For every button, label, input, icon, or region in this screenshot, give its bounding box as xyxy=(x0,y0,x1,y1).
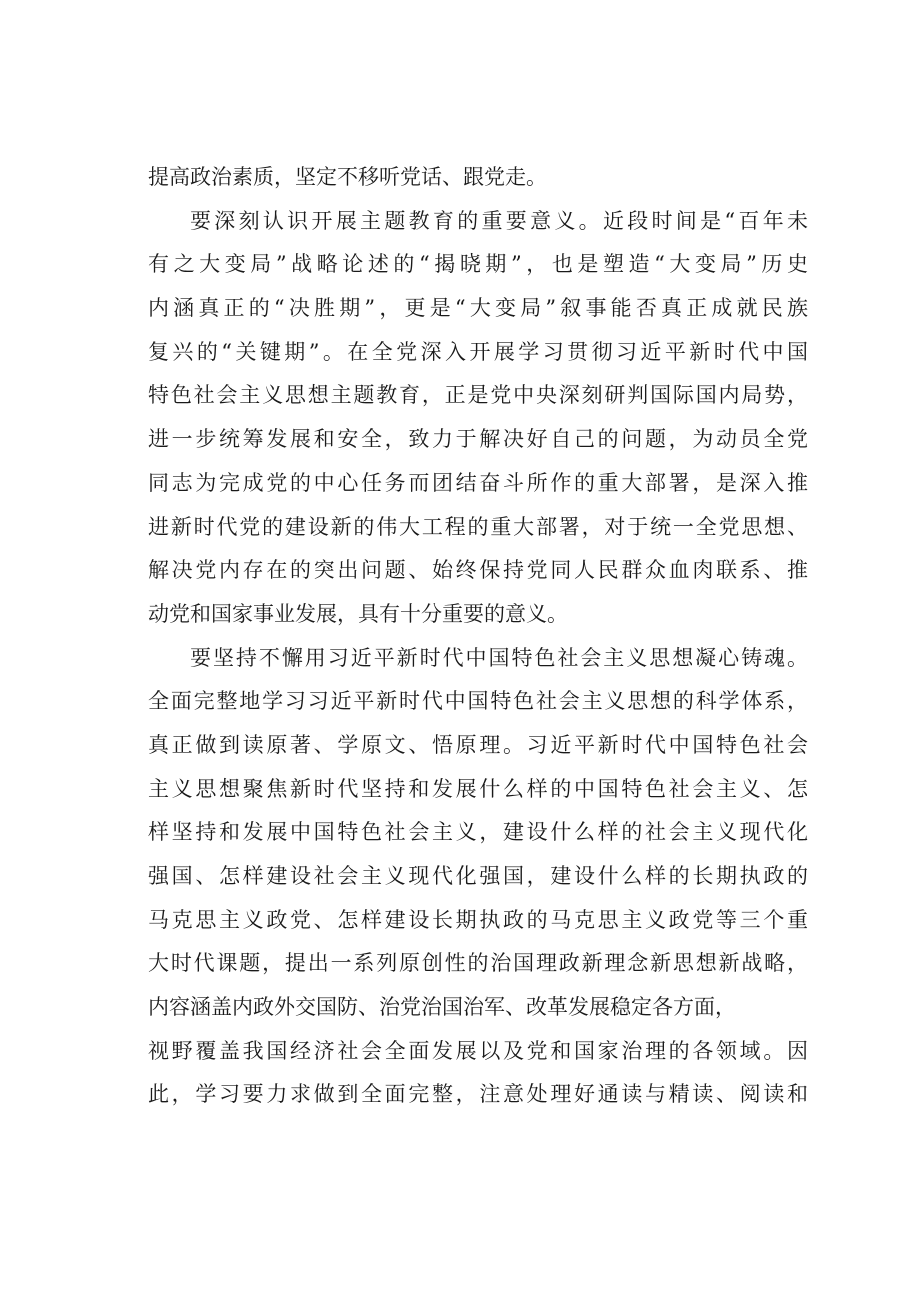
text-line: 视野覆盖我国经济社会全面发展以及党和国家治理的各领域。因 xyxy=(148,1038,808,1063)
text-line: 复兴的“关键期”。在全党深入开展学习贯彻习近平新时代中国 xyxy=(148,339,808,364)
text-line: 内涵真正的“决胜期”，更是“大变局”叙事能否真正成就民族 xyxy=(148,296,808,321)
text-line: 马克思主义政党、怎样建设长期执政的马克思主义政党等三个重 xyxy=(148,907,808,932)
text-line: 有之大变局”战略论述的“揭晓期”，也是塑造“大变局”历史 xyxy=(148,252,808,277)
text-line: 进新时代党的建设新的伟大工程的重大部署，对于统一全党思想、 xyxy=(148,514,808,539)
text-line: 提高政治素质，坚定不移听党话、跟党走。 xyxy=(148,165,547,189)
text-line: 动党和国家事业发展，具有十分重要的意义。 xyxy=(148,601,568,626)
paragraph xyxy=(148,200,808,637)
text-line: 同志为完成党的中心任务而团结奋斗所作的重大部署，是深入推 xyxy=(148,470,808,495)
text-line: 全面完整地学习习近平新时代中国特色社会主义思想的科学体系， xyxy=(148,689,808,714)
text-line: 强国、怎样建设社会主义现代化强国，建设什么样的长期执政的 xyxy=(148,864,808,888)
paragraph xyxy=(148,637,808,1118)
text-line: 大时代课题，提出一系列原创性的治国理政新理念新思想新战略， xyxy=(148,951,808,976)
text-line: 要深刻认识开展主题教育的重要意义。近段时间是“百年未 xyxy=(190,208,808,233)
text-line: 进一步统筹发展和安全，致力于解决好自己的问题，为动员全党 xyxy=(148,427,808,452)
text-line: 特色社会主义思想主题教育，正是党中央深刻研判国际国内局势， xyxy=(148,383,808,408)
text-line: 内容涵盖内政外交国防、治党治国治军、改革发展稳定各方面， xyxy=(148,995,736,1020)
paragraph xyxy=(148,156,808,200)
text-line: 主义思想聚焦新时代坚持和发展什么样的中国特色社会主义、怎 xyxy=(148,776,808,801)
text-line: 样坚持和发展中国特色社会主义，建设什么样的社会主义现代化 xyxy=(148,820,808,845)
text-line: 解决党内存在的突出问题、始终保持党同人民群众血肉联系、推 xyxy=(148,558,808,583)
text-line: 真正做到读原著、学原文、悟原理。习近平新时代中国特色社会 xyxy=(148,732,808,757)
text-line: 要坚持不懈用习近平新时代中国特色社会主义思想凝心铸魂。 xyxy=(190,645,808,670)
body-text xyxy=(148,156,808,1117)
text-line: 此，学习要力求做到全面完整，注意处理好通读与精读、阅读和 xyxy=(148,1082,808,1107)
